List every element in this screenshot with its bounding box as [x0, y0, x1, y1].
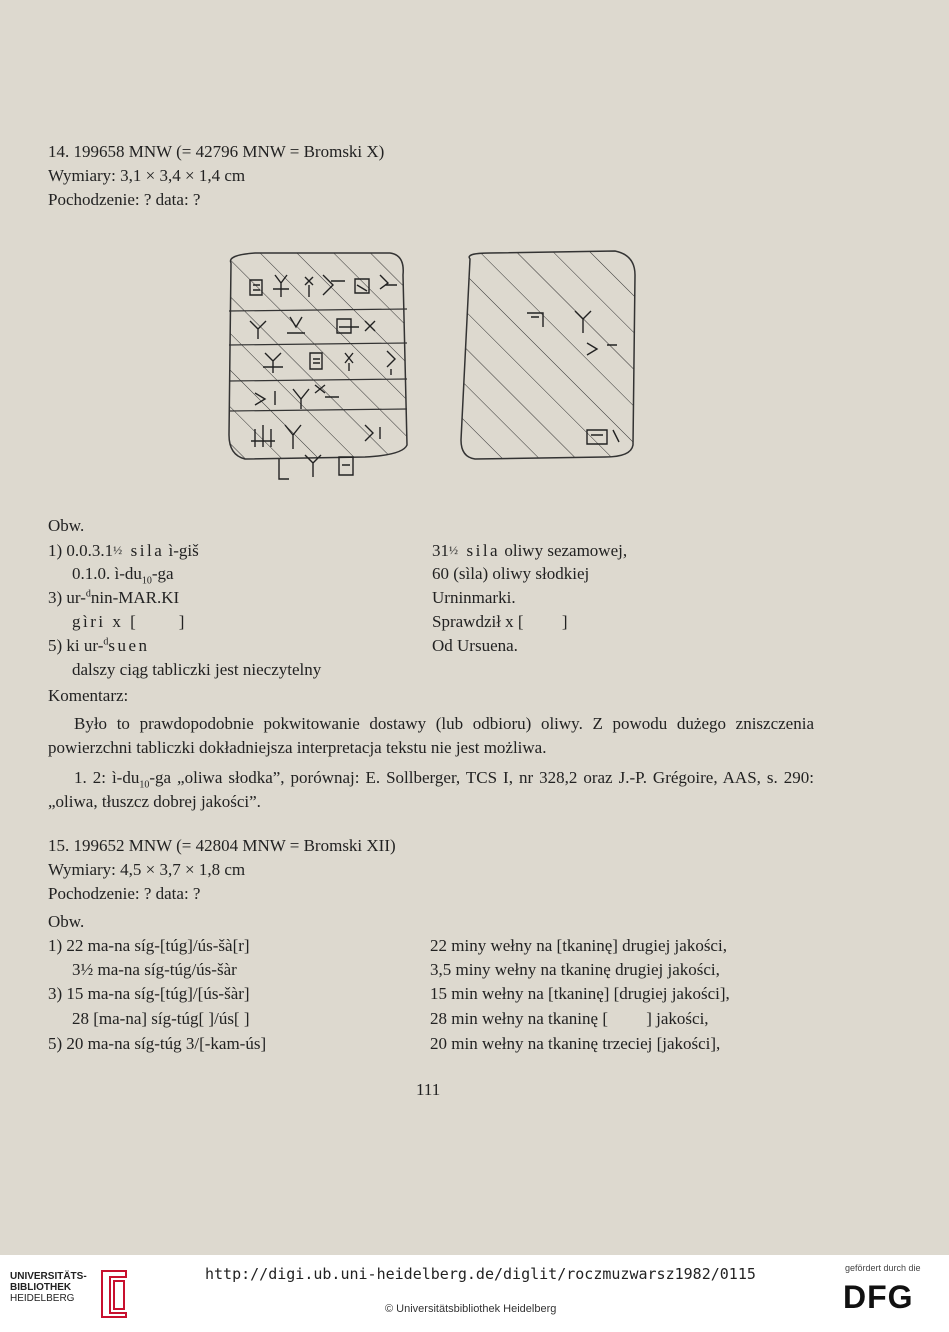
- library-name-line2: BIBLIOTHEK: [10, 1282, 72, 1293]
- entry14-line1-sumerian: 1) 0.0.3.1½ sila ì-giš: [48, 541, 199, 560]
- library-logo[interactable]: [10, 1271, 87, 1304]
- entry15-line-translation: 28 min wełny na tkaninę [ ] jakości,: [430, 1009, 709, 1028]
- entry14-obw-label: Obw.: [48, 516, 85, 535]
- obverse-face: [215, 245, 445, 485]
- commentary-title: Komentarz:: [48, 686, 129, 705]
- entry15-line-translation: 20 min wełny na tkaninę trzeciej [jakości],: [430, 1034, 721, 1053]
- tablet-drawing: [215, 245, 645, 485]
- commentary-paragraph-1: Było to prawdopodobnie pokwitowanie dostawy (lub odbioru) oliwy. Z powodu dużego zniszczenia powierzchni tabliczki dokładniejsza interpretacja tekstu nie jest możliwa.: [48, 714, 814, 757]
- entry14-dimensions: Wymiary: 3,1 × 3,4 × 1,4 cm: [48, 166, 246, 185]
- entry14-line2-sumerian: 0.1.0. $ì-du_{10}-ga$: [72, 564, 174, 587]
- entry14-line4-translation: Sprawdził x [ ]: [432, 612, 568, 631]
- entry14-line6-note: dalszy ciąg tabliczki jest nieczytelny: [72, 660, 322, 679]
- entry14-line3-sumerian: 3) ur-$^d$nin-MAR.KI: [48, 588, 180, 607]
- entry14-line5-sumerian: 5) ki ur-$^d$suen: [48, 636, 150, 655]
- copyright-notice: © Universitätsbibliothek Heidelberg: [385, 1303, 557, 1315]
- entry15-line-translation: 15 min wełny na [tkaninę] [drugiej jakości],: [430, 984, 730, 1003]
- page-number: 111: [416, 1080, 441, 1099]
- entry14-line4-sumerian: gìri x [ ]: [72, 612, 187, 631]
- entry15-line-sumerian: 28 [ma-na] síg-túg[ ]/ús[ ]: [72, 1009, 250, 1028]
- entry15-obw-label: Obw.: [48, 912, 85, 931]
- entry15-line-sumerian: 3) 15 ma-na síg-[túg]/[ús-šàr]: [48, 984, 250, 1003]
- entry14-line1-translation: 31½ sila oliwy sezamowej,: [432, 541, 628, 560]
- entry15-line-translation: 3,5 miny wełny na tkaninę drugiej jakości,: [430, 960, 720, 979]
- permalink-url[interactable]: http://digi.ub.uni-heidelberg.de/diglit/roczmuzwarsz1982/0115: [205, 1265, 756, 1283]
- entry15-heading: 15. 199652 MNW (= 42804 MNW = Bromski XII): [48, 836, 396, 855]
- entry14-line2-translation: 60 (sìla) oliwy słodkiej: [432, 564, 590, 583]
- viewer-footer: [0, 1255, 949, 1332]
- entry15-dimensions: Wymiary: 4,5 × 3,7 × 1,8 cm: [48, 860, 246, 879]
- commentary-paragraph-2: 1. 2: $ì-du_{10}-ga$ „oliwa słodka”, porównaj: E. Sollberger, TCS I, nr 328,2 oraz J.-P. Grégoire, AAS, s. 290: „oliwa, tłuszcz dobrej jakości”.: [48, 768, 814, 811]
- funding-note: gefördert durch die: [845, 1263, 921, 1273]
- library-name-line3: HEIDELBERG: [10, 1293, 75, 1304]
- entry14-line5-translation: Od Ursuena.: [432, 636, 518, 655]
- entry15-line-sumerian: 1) 22 ma-na síg-[túg]/ús-šà[r]: [48, 936, 250, 955]
- entry15-line-translation: 22 miny wełny na [tkaninę] drugiej jakości,: [430, 936, 727, 955]
- entry14-heading: 14. 199658 MNW (= 42796 MNW = Bromski X): [48, 142, 385, 161]
- entry15-line-sumerian: 3½ ma-na síg-túg/ús-šàr: [72, 960, 237, 979]
- entry14-origin: Pochodzenie: ? data: ?: [48, 190, 201, 209]
- reverse-face: [461, 251, 635, 459]
- dfg-logo[interactable]: DFG: [843, 1279, 914, 1315]
- entry15-origin: Pochodzenie: ? data: ?: [48, 884, 201, 903]
- library-emblem-icon: [96, 1269, 132, 1319]
- entry14-line3-translation: Urninmarki.: [432, 588, 516, 607]
- entry15-line-sumerian: 5) 20 ma-na síg-túg 3/[-kam-ús]: [48, 1034, 267, 1053]
- library-name-line1: UNIVERSITÄTS-: [10, 1271, 87, 1282]
